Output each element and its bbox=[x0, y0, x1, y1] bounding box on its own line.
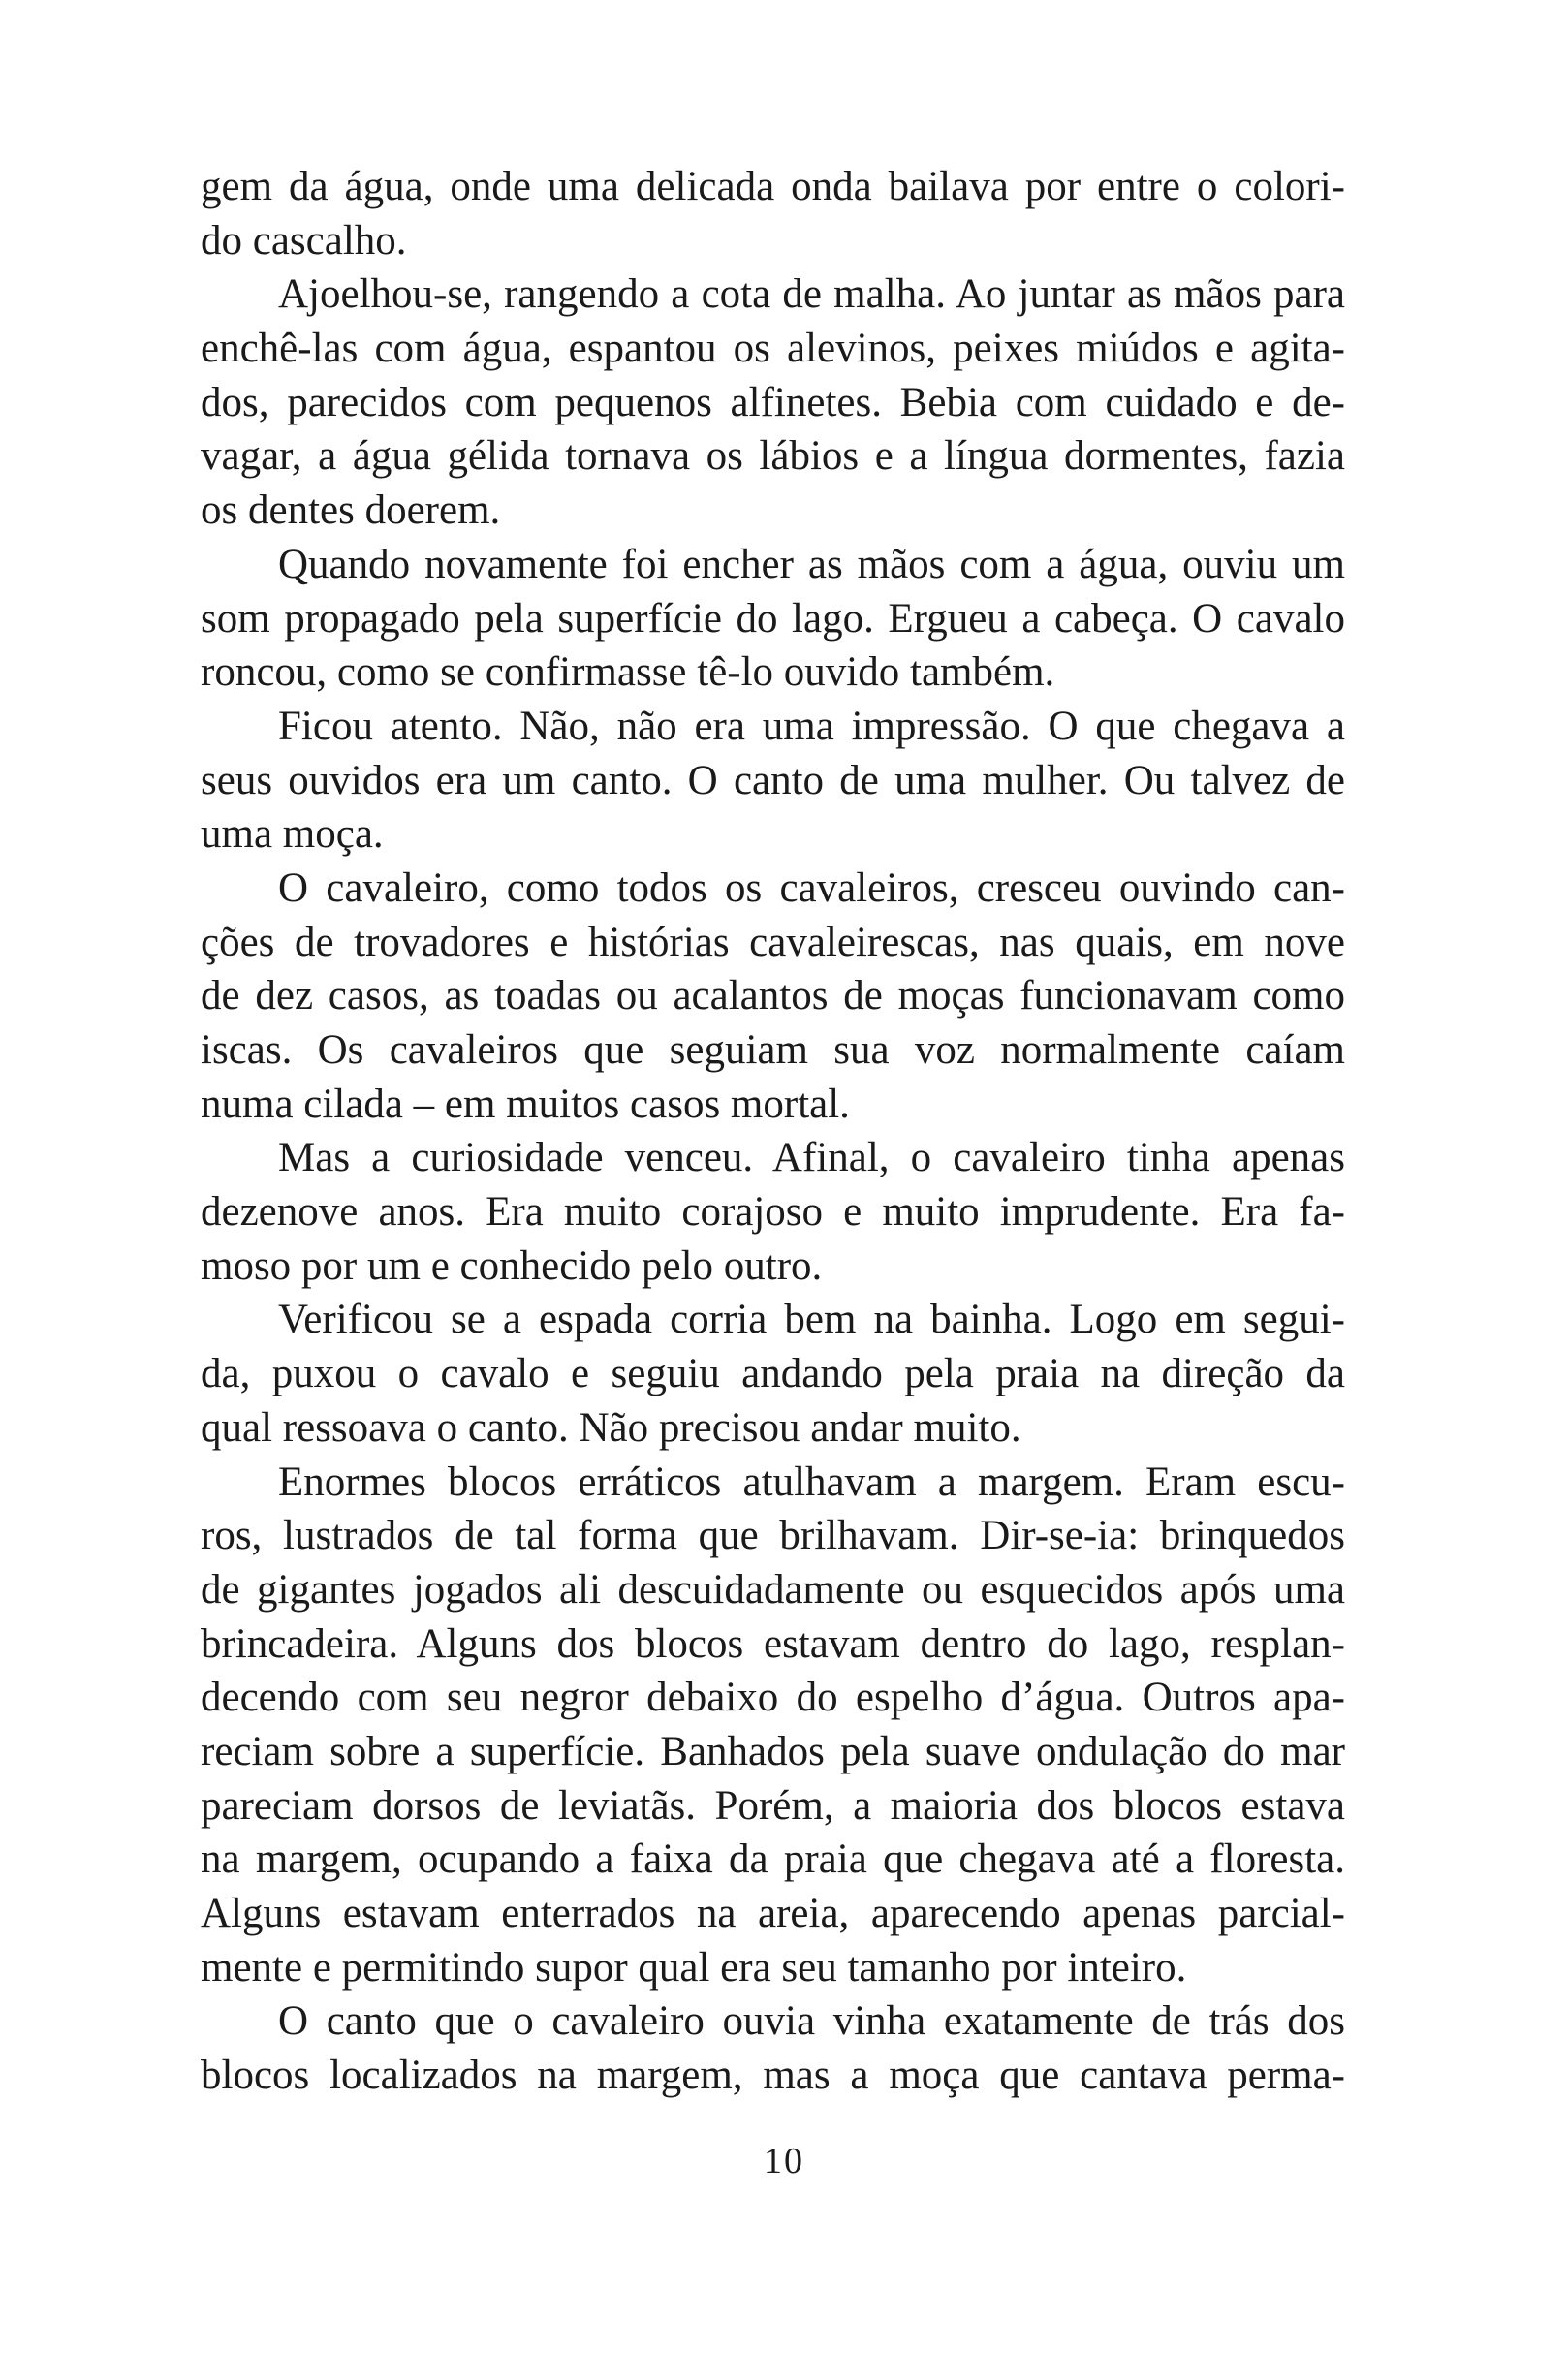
text-line: moso por um e conhecido pelo outro. bbox=[201, 1242, 823, 1289]
paragraph bbox=[201, 267, 1345, 537]
text-line: qual ressoava o canto. Não precisou andar muito. bbox=[201, 1404, 1021, 1451]
text-line: O canto que o cavaleiro ouvia vinha exatamente de trás dos bbox=[278, 1998, 1345, 2045]
text-line: de gigantes jogados ali descuidadamente ou esquecidos após uma bbox=[201, 1566, 1345, 1613]
text-line: roncou, como se confirmasse tê-lo ouvido também. bbox=[201, 649, 1055, 696]
text-line: uma moça. bbox=[201, 811, 384, 858]
paragraph bbox=[201, 700, 1345, 862]
text-line: mente e permitindo supor qual era seu tamanho por inteiro. bbox=[201, 1944, 1187, 1991]
paragraph bbox=[201, 1994, 1345, 2102]
paragraph bbox=[201, 1456, 1345, 1995]
text-line: dezenove anos. Era muito corajoso e muito imprudente. Era fa- bbox=[201, 1189, 1345, 1236]
text-line: blocos localizados na margem, mas a moça que cantava perma- bbox=[201, 2053, 1345, 2099]
text-line: gem da água, onde uma delicada onda bailava por entre o colori- bbox=[201, 164, 1345, 209]
paragraph bbox=[201, 160, 1345, 267]
text-line: Alguns estavam enterrados na areia, aparecendo apenas parcial- bbox=[201, 1891, 1345, 1936]
text-line: Ficou atento. Não, não era uma impressão. O que chegava a bbox=[278, 703, 1345, 749]
page-number: 10 bbox=[764, 2141, 804, 2181]
text-line: enchê-las com água, espantou os alevinos, peixes miúdos e agita- bbox=[201, 326, 1345, 372]
text-line: na margem, ocupando a faixa da praia que chegava até a floresta. bbox=[201, 1836, 1345, 1883]
paragraph bbox=[201, 862, 1345, 1131]
text-line: do cascalho. bbox=[201, 217, 407, 264]
text-line: dos, parecidos com pequenos alfinetes. Bebia com cuidado e de- bbox=[201, 379, 1345, 425]
text-line: brincadeira. Alguns dos blocos estavam dentro do lago, resplan- bbox=[201, 1620, 1345, 1667]
text-line: som propagado pela superfície do lago. Ergueu a cabeça. O cavalo bbox=[201, 595, 1345, 642]
text-line: O cavaleiro, como todos os cavaleiros, cresceu ouvindo can- bbox=[278, 864, 1345, 911]
paragraph bbox=[201, 1293, 1345, 1455]
text-line: decendo com seu negror debaixo do espelho d’água. Outros apa- bbox=[201, 1675, 1345, 1721]
text-line: pareciam dorsos de leviatãs. Porém, a maioria dos blocos estava bbox=[201, 1782, 1345, 1829]
text-line: vagar, a água gélida tornava os lábios e a língua dormentes, fazia bbox=[201, 433, 1345, 480]
text-line: Mas a curiosidade venceu. Afinal, o cavaleiro tinha apenas bbox=[278, 1135, 1345, 1181]
text-line: reciam sobre a superfície. Banhados pela suave ondulação do mar bbox=[201, 1728, 1345, 1774]
text-line: iscas. Os cavaleiros que seguiam sua voz normalmente caíam bbox=[201, 1027, 1345, 1073]
text-line: numa cilada – em muitos casos mortal. bbox=[201, 1081, 850, 1127]
text-line: os dentes doerem. bbox=[201, 487, 501, 534]
text-line: Enormes blocos erráticos atulhavam a margem. Eram escu- bbox=[278, 1459, 1345, 1505]
body-text bbox=[201, 160, 1345, 2103]
paragraph bbox=[201, 538, 1345, 700]
text-line: ções de trovadores e histórias cavaleirescas, nas quais, em nove bbox=[201, 919, 1345, 965]
text-line: Quando novamente foi encher as mãos com a água, ouviu um bbox=[278, 541, 1345, 587]
paragraph bbox=[201, 1131, 1345, 1293]
text-line: de dez casos, as toadas ou acalantos de moças funcionavam como bbox=[201, 973, 1345, 1020]
text-line: Ajoelhou-se, rangendo a cota de malha. Ao juntar as mãos para bbox=[278, 271, 1345, 318]
text-line: seus ouvidos era um canto. O canto de uma mulher. Ou talvez de bbox=[201, 757, 1345, 803]
text-line: da, puxou o cavalo e seguiu andando pela praia na direção da bbox=[201, 1351, 1345, 1397]
text-line: Verificou se a espada corria bem na bainha. Logo em segui- bbox=[278, 1297, 1345, 1343]
text-line: ros, lustrados de tal forma que brilhavam. Dir-se-ia: brinquedos bbox=[201, 1513, 1345, 1559]
